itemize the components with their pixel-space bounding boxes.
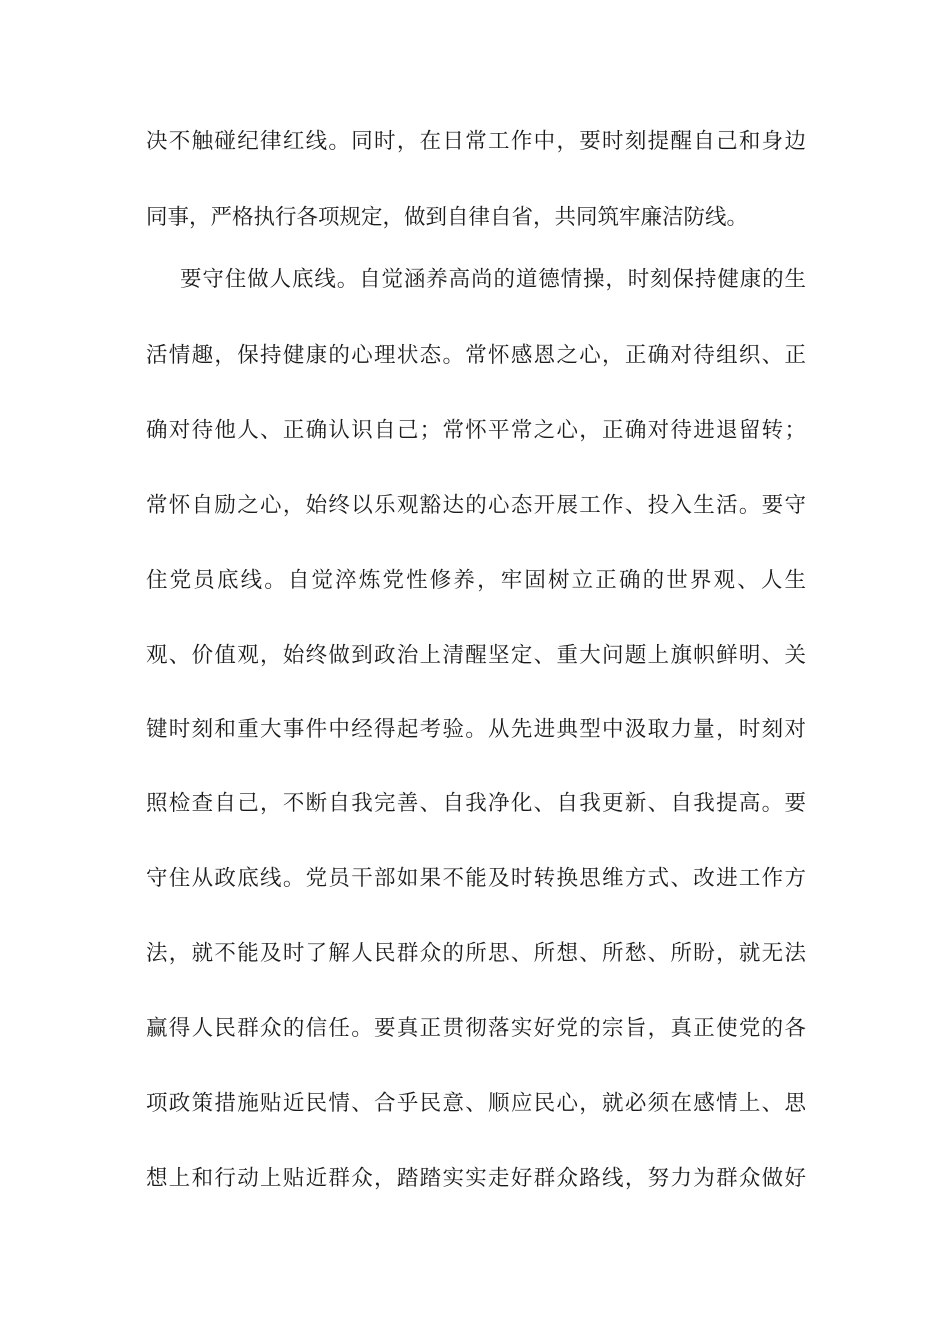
text-line: 观、价值观，始终做到政治上清醒坚定、重大问题上旗帜鲜明、关 (146, 643, 806, 668)
text-line: 决不触碰纪律红线。同时，在日常工作中，要时刻提醒自己和身边 (146, 129, 806, 154)
text-line: 要守住做人底线。自觉涵养高尚的道德情操，时刻保持健康的生 (180, 267, 806, 292)
text-line: 键时刻和重大事件中经得起考验。从先进典型中汲取力量，时刻对 (146, 717, 806, 742)
text-line: 照检查自己，不断自我完善、自我净化、自我更新、自我提高。要 (146, 791, 806, 816)
text-line: 法，就不能及时了解人民群众的所思、所想、所愁、所盼，就无法 (146, 941, 806, 966)
text-line: 守住从政底线。党员干部如果不能及时转换思维方式、改进工作方 (146, 866, 806, 891)
text-line: 常怀自励之心，始终以乐观豁达的心态开展工作、投入生活。要守 (146, 493, 806, 518)
text-line: 确对待他人、正确认识自己；常怀平常之心，正确对待进退留转； (146, 418, 806, 443)
text-line: 想上和行动上贴近群众，踏踏实实走好群众路线，努力为群众做好 (146, 1166, 806, 1191)
text-line: 住党员底线。自觉淬炼党性修养，牢固树立正确的世界观、人生 (146, 568, 806, 593)
text-line: 赢得人民群众的信任。要真正贯彻落实好党的宗旨，真正使党的各 (146, 1016, 806, 1041)
text-line: 项政策措施贴近民情、合乎民意、顺应民心，就必须在感情上、思 (146, 1091, 806, 1116)
text-line: 活情趣，保持健康的心理状态。常怀感恩之心，正确对待组织、正 (146, 343, 806, 368)
text-line: 同事，严格执行各项规定，做到自律自省，共同筑牢廉洁防线。 (146, 205, 749, 230)
